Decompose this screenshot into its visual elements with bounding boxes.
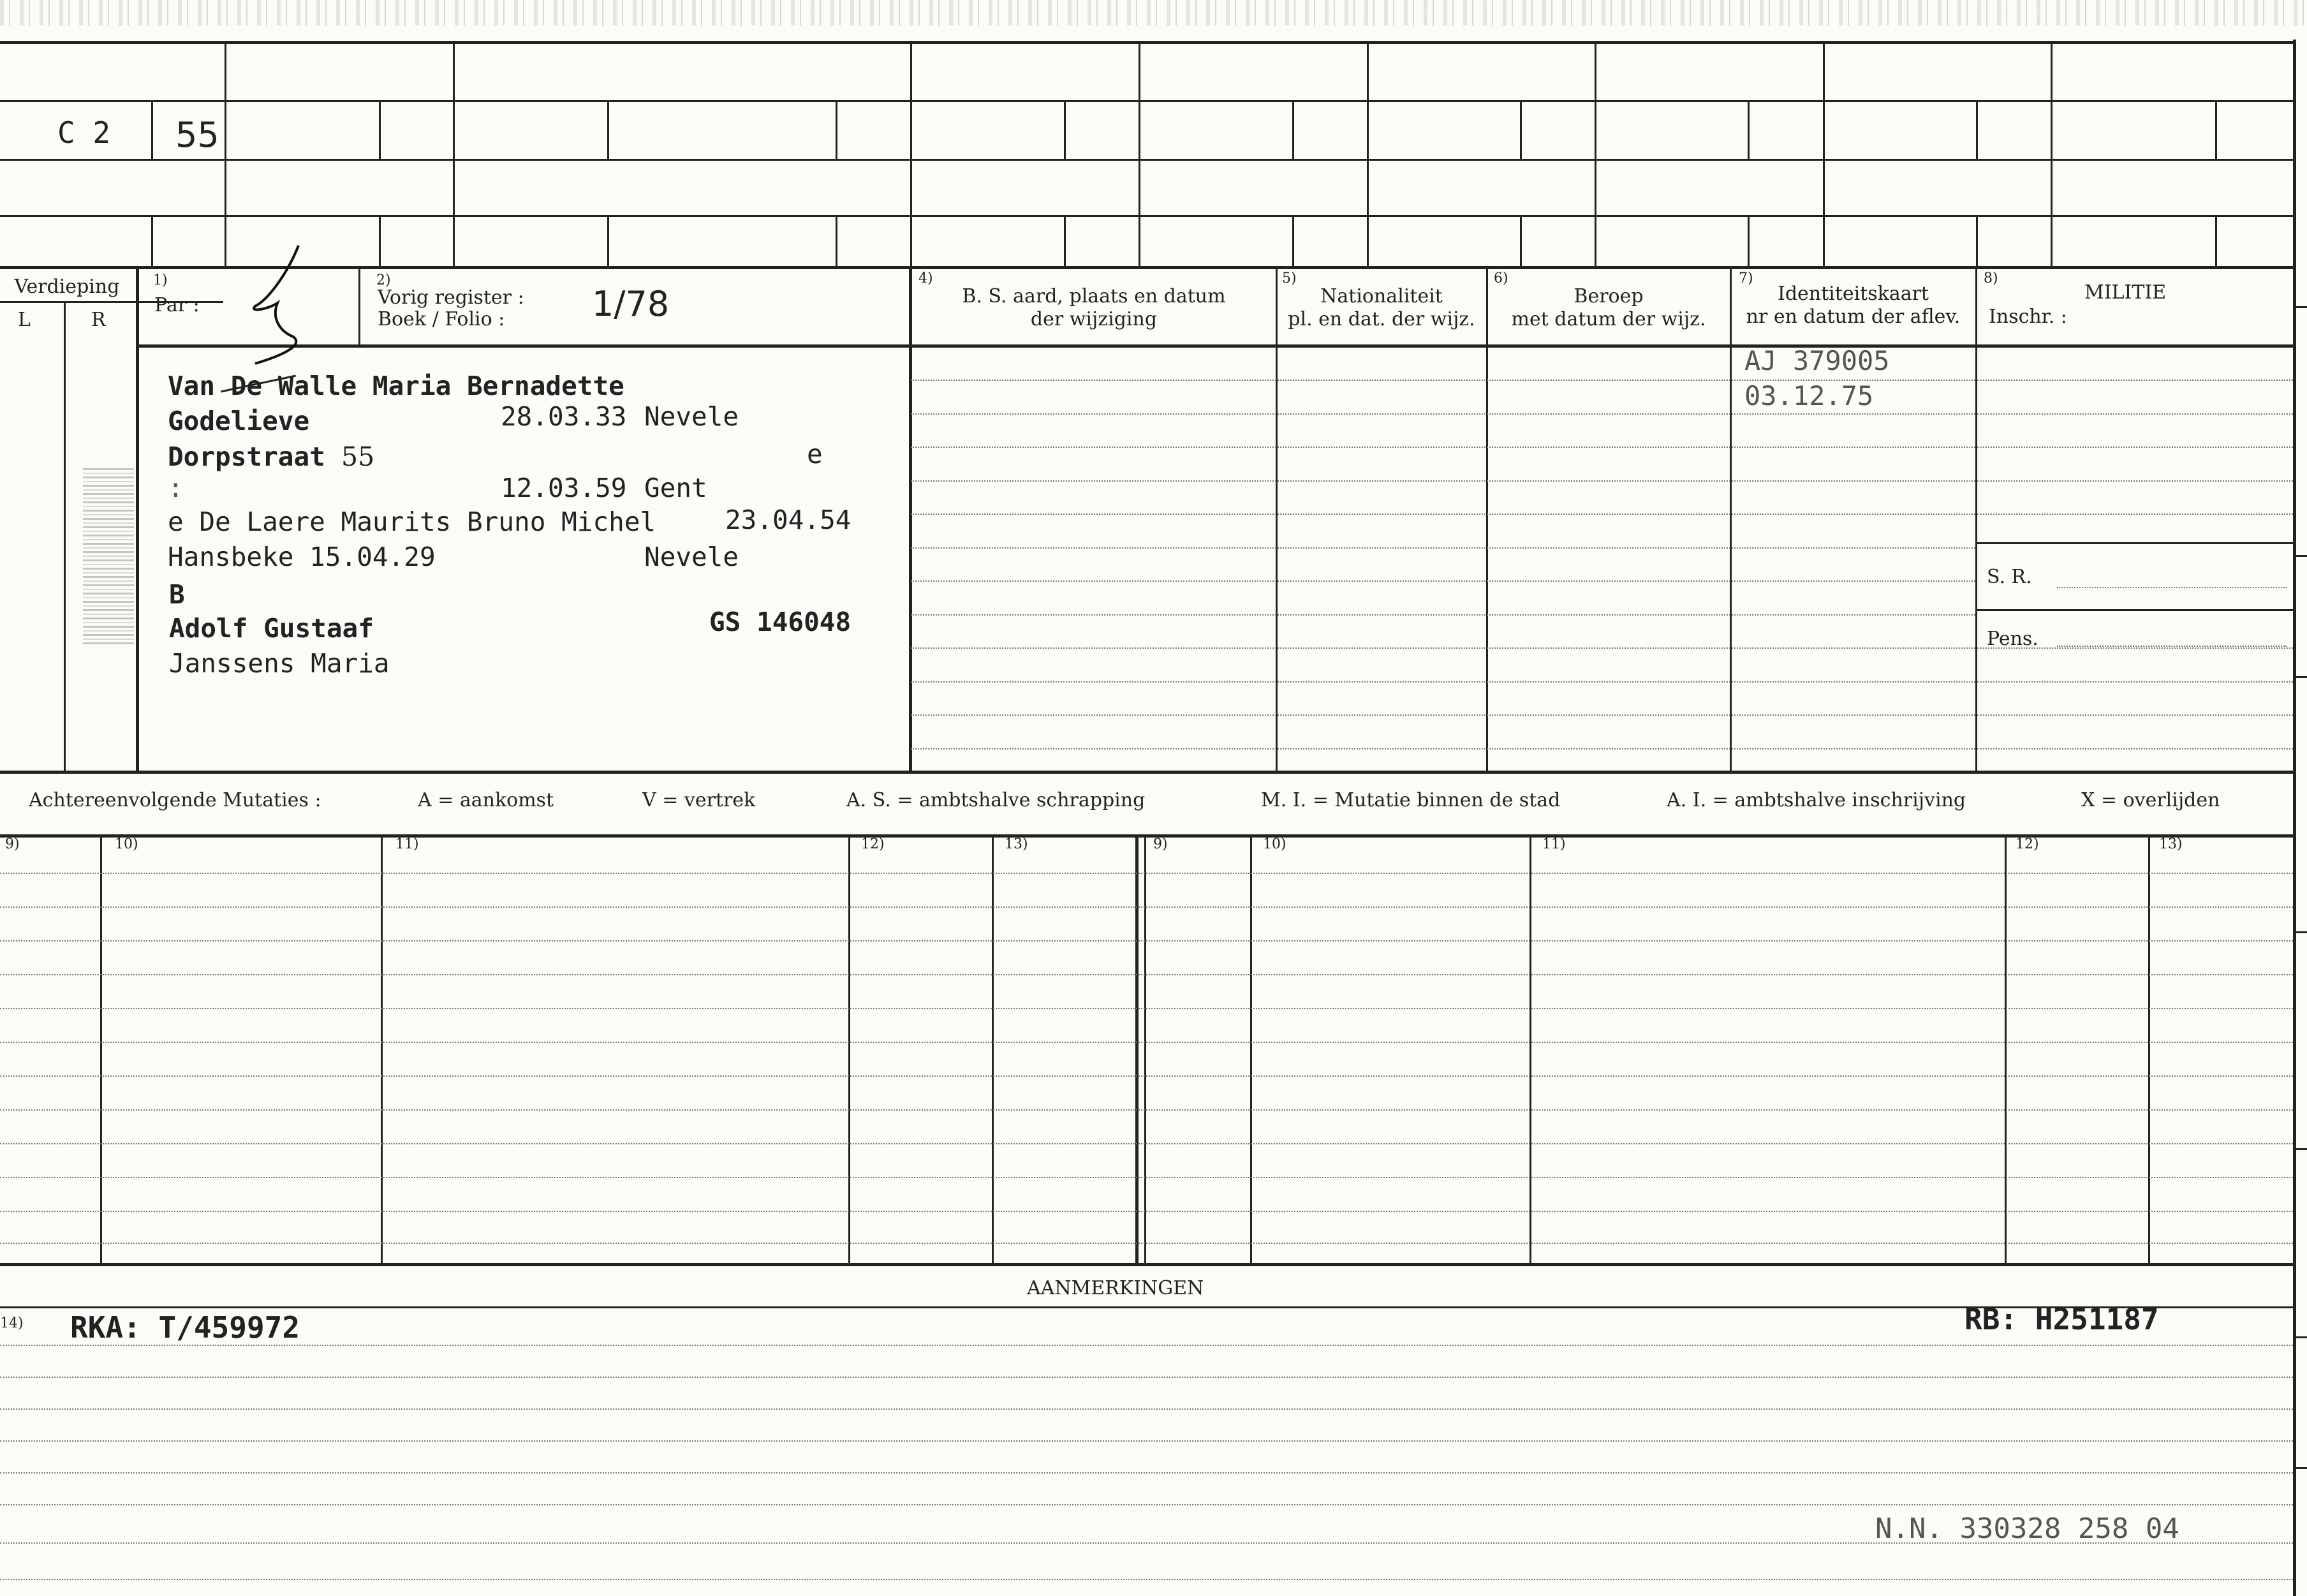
col-divider-bs — [909, 268, 912, 772]
sr-top-line — [1976, 542, 2293, 544]
note-7: 7) — [1739, 270, 1753, 286]
remarks-title: AANMERKINGEN — [1027, 1277, 1204, 1299]
mutations-top-line — [0, 834, 2294, 838]
id-label-line2: nr en datum der aflev. — [1746, 306, 1961, 328]
vorig-register-label: Vorig register : — [378, 286, 524, 309]
gs-number: GS 146048 — [709, 607, 851, 637]
spouse-birth: Hansbeke 15.04.29 — [168, 542, 436, 572]
id-card-number: AJ 379005 — [1744, 345, 1890, 376]
col-l-label: L — [18, 309, 31, 331]
mut-col-11-left: 11) — [395, 836, 419, 852]
id-label-line1: Identiteitskaart — [1778, 283, 1929, 305]
mut-col-10-right: 10) — [1263, 836, 1286, 852]
mother-name: Janssens Maria — [169, 648, 390, 679]
rka-number: RKA: T/459972 — [70, 1310, 300, 1345]
mut-col-10-left: 10) — [115, 836, 138, 852]
nat-label-line2: pl. en dat. der wijz. — [1288, 308, 1475, 330]
col-l-r-divider — [64, 301, 66, 772]
marker-b: B — [169, 579, 185, 610]
note-14: 14) — [0, 1315, 24, 1331]
legend-x: X = overlijden — [2081, 789, 2220, 811]
birth-date: 28.03.33 — [501, 401, 627, 432]
note-2: 2) — [376, 272, 391, 288]
legend-as: A. S. = ambtshalve schrapping — [846, 789, 1146, 811]
mutations-bottom-line — [0, 1263, 2294, 1266]
street: Dorpstraat — [168, 441, 325, 472]
scan-noise-top-edge — [0, 0, 2307, 26]
pens-line — [2057, 646, 2287, 647]
sr-label: S. R. — [1987, 566, 2032, 588]
sr-line — [2057, 587, 2287, 588]
inschr-label: Inschr. : — [1989, 306, 2067, 328]
col-divider-militie — [1975, 268, 1977, 772]
e-mark: e — [807, 439, 823, 469]
mut-col-11-right: 11) — [1542, 836, 1566, 852]
note-6: 6) — [1494, 270, 1508, 286]
block-number: 55 — [175, 115, 219, 155]
col-divider-person — [136, 268, 139, 772]
par-signature — [242, 242, 313, 383]
boek-folio-label: Boek / Folio : — [378, 308, 505, 330]
mut-col-9-left: 9) — [5, 836, 20, 852]
col-r-label: R — [91, 309, 106, 331]
spouse-place: Nevele — [644, 542, 739, 572]
col-divider-register — [358, 268, 360, 344]
nat-label-line1: Nationaliteit — [1320, 285, 1443, 307]
block-code: C 2 — [57, 115, 111, 150]
legend-a: A = aankomst — [418, 789, 554, 811]
national-number: N.N. 330328 258 04 — [1875, 1512, 2179, 1545]
register-value: 1/78 — [592, 284, 670, 324]
legend-ai: A. I. = ambtshalve inschrijving — [1667, 789, 1966, 811]
spouse-date: 23.04.54 — [725, 505, 851, 535]
note-1: 1) — [153, 272, 168, 288]
verdieping-label: Verdieping — [14, 276, 120, 298]
mut-col-12-left: 12) — [861, 836, 885, 852]
legend-v: V = vertrek — [642, 789, 756, 811]
house-number: 55 — [341, 441, 375, 472]
legend-title: Achtereenvolgende Mutaties : — [29, 789, 321, 811]
mut-col-12-right: 12) — [2016, 836, 2039, 852]
par-label: Par : — [154, 294, 200, 316]
beroep-label-line1: Beroep — [1574, 285, 1644, 307]
rb-number: RB: H251187 — [1964, 1302, 2159, 1336]
note-8: 8) — [1984, 270, 1998, 286]
note-5: 5) — [1282, 270, 1297, 286]
mut-col-9-right: 9) — [1153, 836, 1168, 852]
col-divider-beroep — [1486, 268, 1488, 772]
father-name: Adolf Gustaaf — [169, 613, 374, 644]
col-divider-id — [1730, 268, 1732, 772]
bs-label-line2: der wijziging — [1030, 308, 1158, 330]
details-bottom-line — [0, 771, 2294, 774]
colon-mark: : — [168, 473, 184, 503]
header-bottom-line — [136, 344, 2294, 348]
id-card-date: 03.12.75 — [1744, 380, 1874, 411]
name-line2: Godelieve — [168, 406, 310, 436]
beroep-label-line2: met datum der wijz. — [1511, 308, 1706, 330]
birth-place: Nevele — [644, 401, 739, 432]
pens-label: Pens. — [1987, 628, 2038, 650]
note-4: 4) — [918, 270, 933, 286]
remarks-title-line — [0, 1306, 2293, 1308]
pens-top-line — [1976, 609, 2293, 611]
faded-stamp — [83, 466, 134, 644]
mut-col-13-left: 13) — [1005, 836, 1028, 852]
spouse-name: e De Laere Maurits Bruno Michel — [168, 506, 656, 537]
name-line1: Van De Walle Maria Bernadette — [168, 371, 624, 401]
marriage-place: Gent — [644, 473, 707, 503]
marriage-date: 12.03.59 — [501, 473, 627, 503]
bs-label-line1: B. S. aard, plaats en datum — [962, 285, 1226, 307]
mut-col-13-right: 13) — [2159, 836, 2183, 852]
militie-label: MILITIE — [2084, 281, 2167, 304]
legend-mi: M. I. = Mutatie binnen de stad — [1261, 789, 1561, 811]
col-divider-nat — [1276, 268, 1278, 772]
